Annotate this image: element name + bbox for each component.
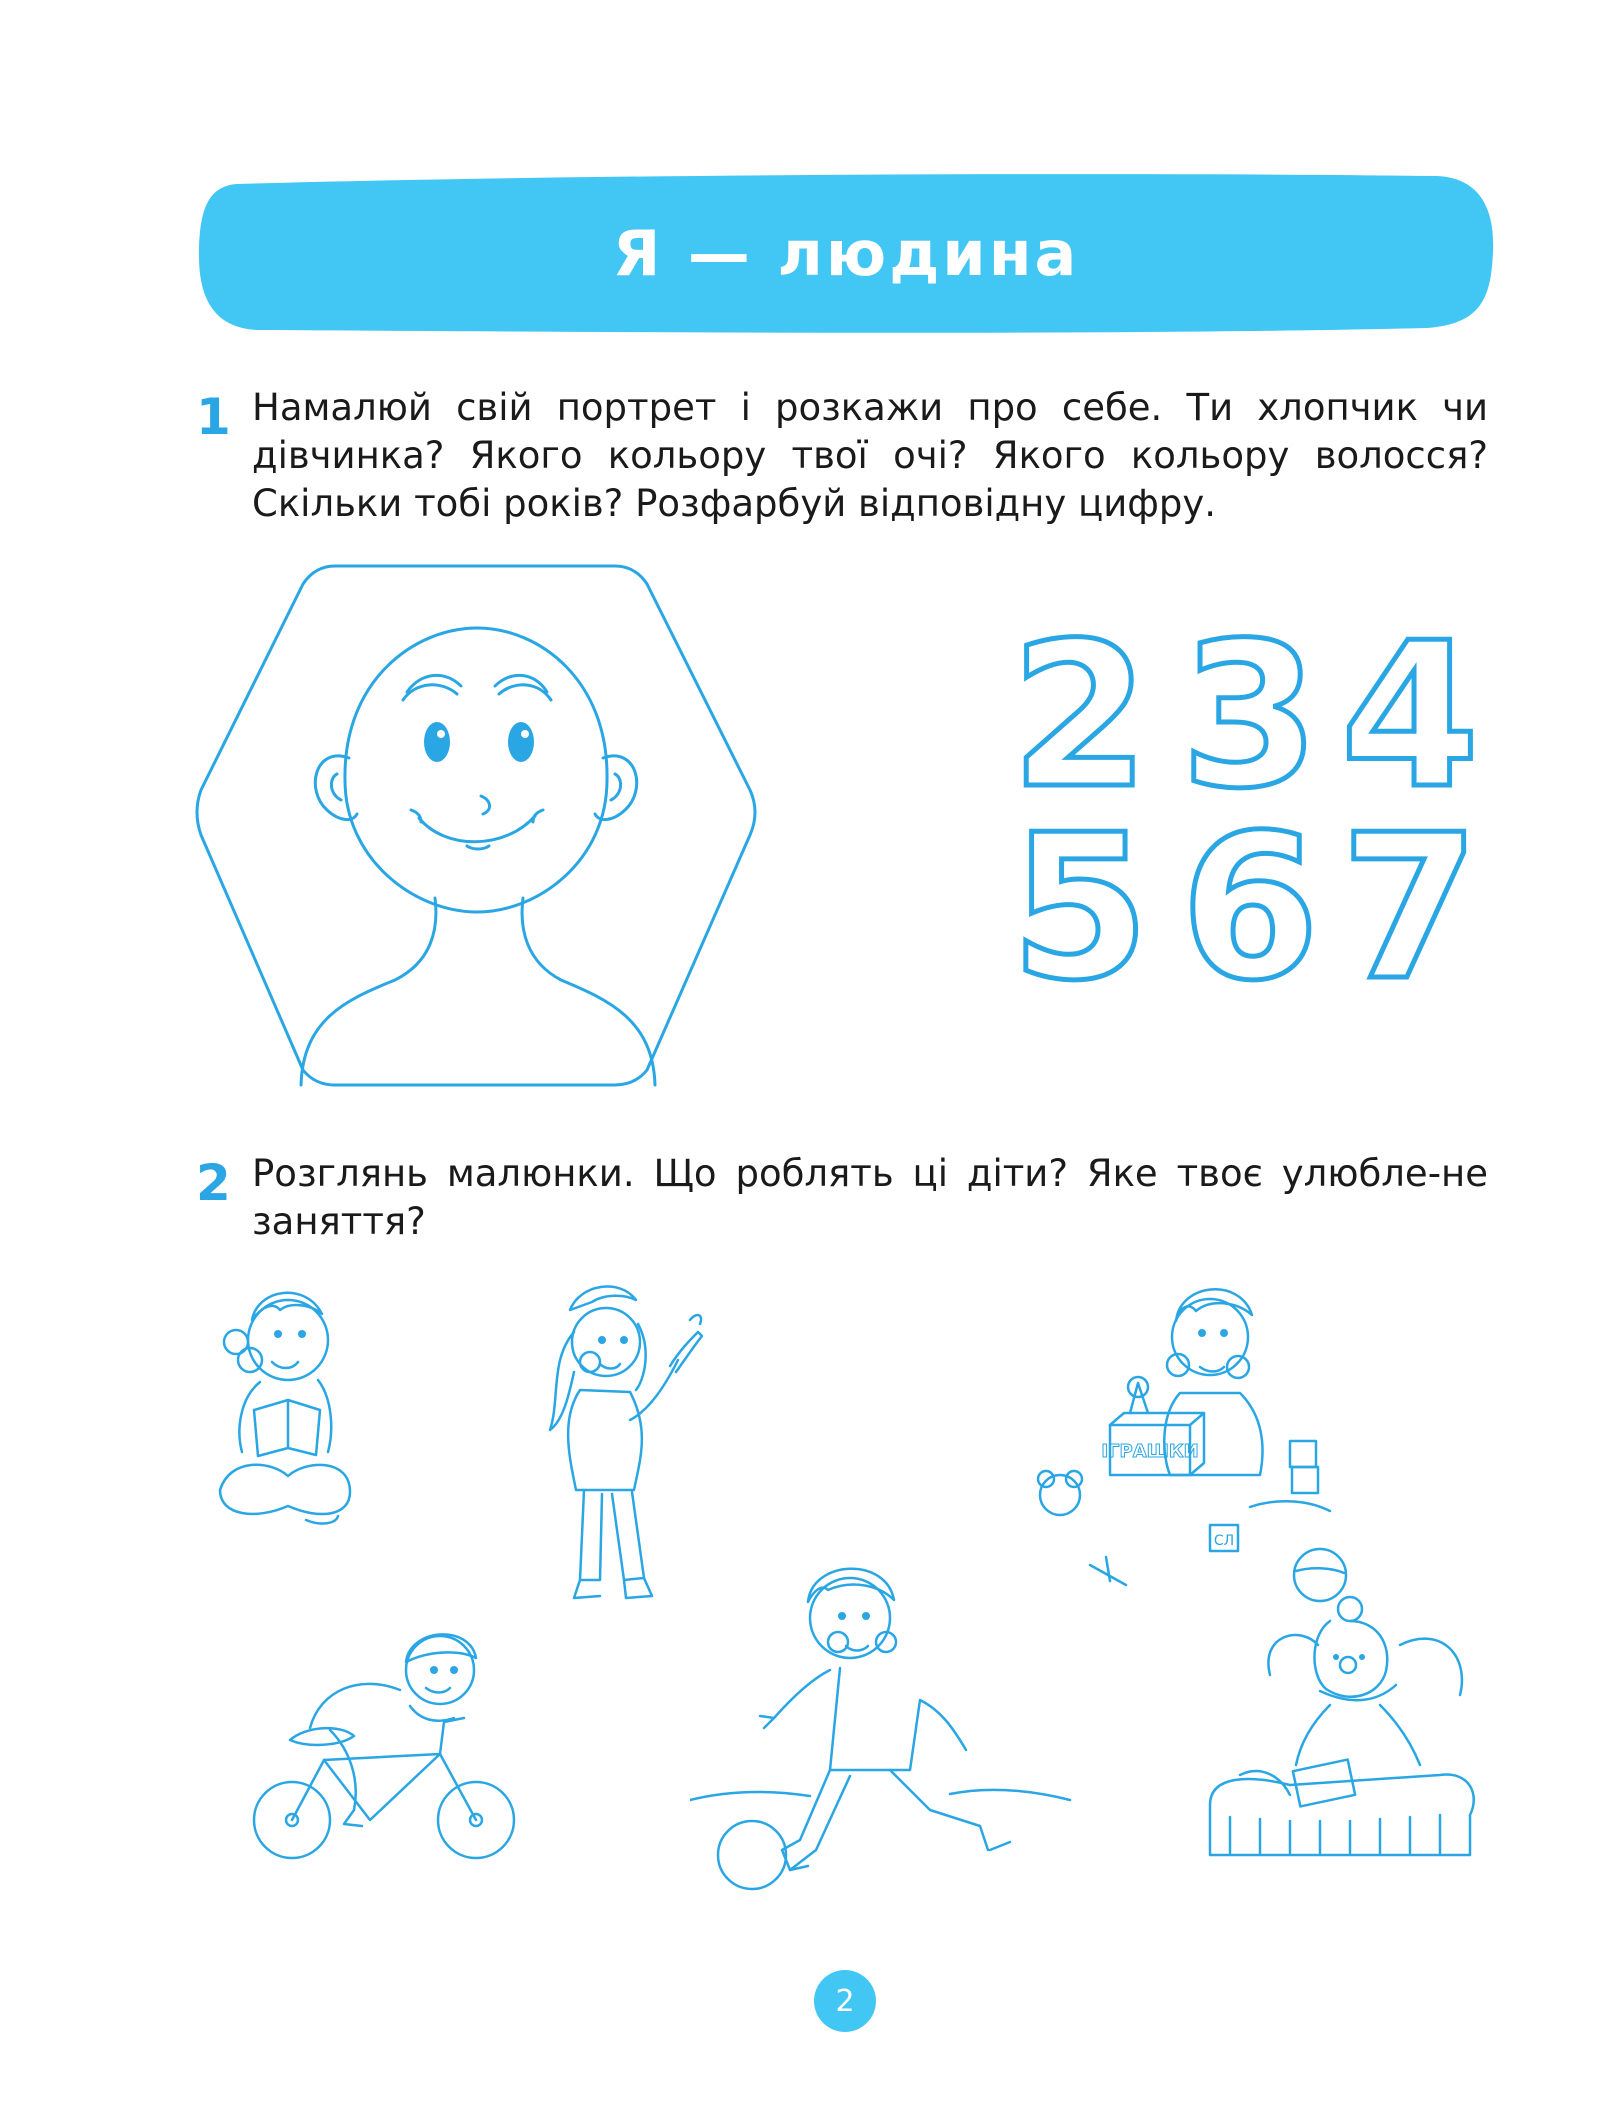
age-numbers — [1010, 605, 1500, 1005]
page-title: Я — людина — [612, 216, 1080, 290]
portrait-drawing-frame[interactable] — [195, 560, 760, 1090]
letter-block-label: СЛ — [1213, 1533, 1235, 1549]
title-banner — [197, 172, 1495, 334]
child-cycling-illustration — [250, 1610, 525, 1865]
age-digit-6[interactable]: 6 — [1180, 792, 1320, 1005]
child-with-toys-illustration — [1030, 1275, 1370, 1605]
age-digit-4[interactable]: 4 — [1340, 605, 1480, 833]
girl-with-laptop-illustration — [1200, 1595, 1485, 1860]
task-2-text: Розглянь малюнки. Що роблять ці діти? Яке твоє улюбле-не заняття? — [252, 1152, 1488, 1243]
boy-reading-illustration — [210, 1280, 360, 1535]
age-digit-3[interactable]: 3 — [1180, 605, 1320, 833]
age-digit-2[interactable]: 2 — [1010, 605, 1150, 833]
age-digit-7[interactable]: 7 — [1340, 792, 1480, 1005]
toy-box-label: ІГРАШКИ — [1101, 1441, 1199, 1462]
task-1-number: 1 — [196, 388, 231, 446]
task-2-number: 2 — [196, 1154, 231, 1212]
page-number: 2 — [814, 1970, 876, 2032]
task-1-text: Намалюй свій портрет і розкажи про себе. Ти хлопчик чи дівчинка? Якого кольору твої очі? Якого кольору волосся? Скільки тобі років? Розфарбуй відповідну цифру. — [252, 386, 1488, 525]
boy-playing-football-illustration — [690, 1550, 1075, 1895]
age-digit-5[interactable]: 5 — [1010, 792, 1150, 1005]
girl-painting-illustration — [540, 1280, 710, 1605]
